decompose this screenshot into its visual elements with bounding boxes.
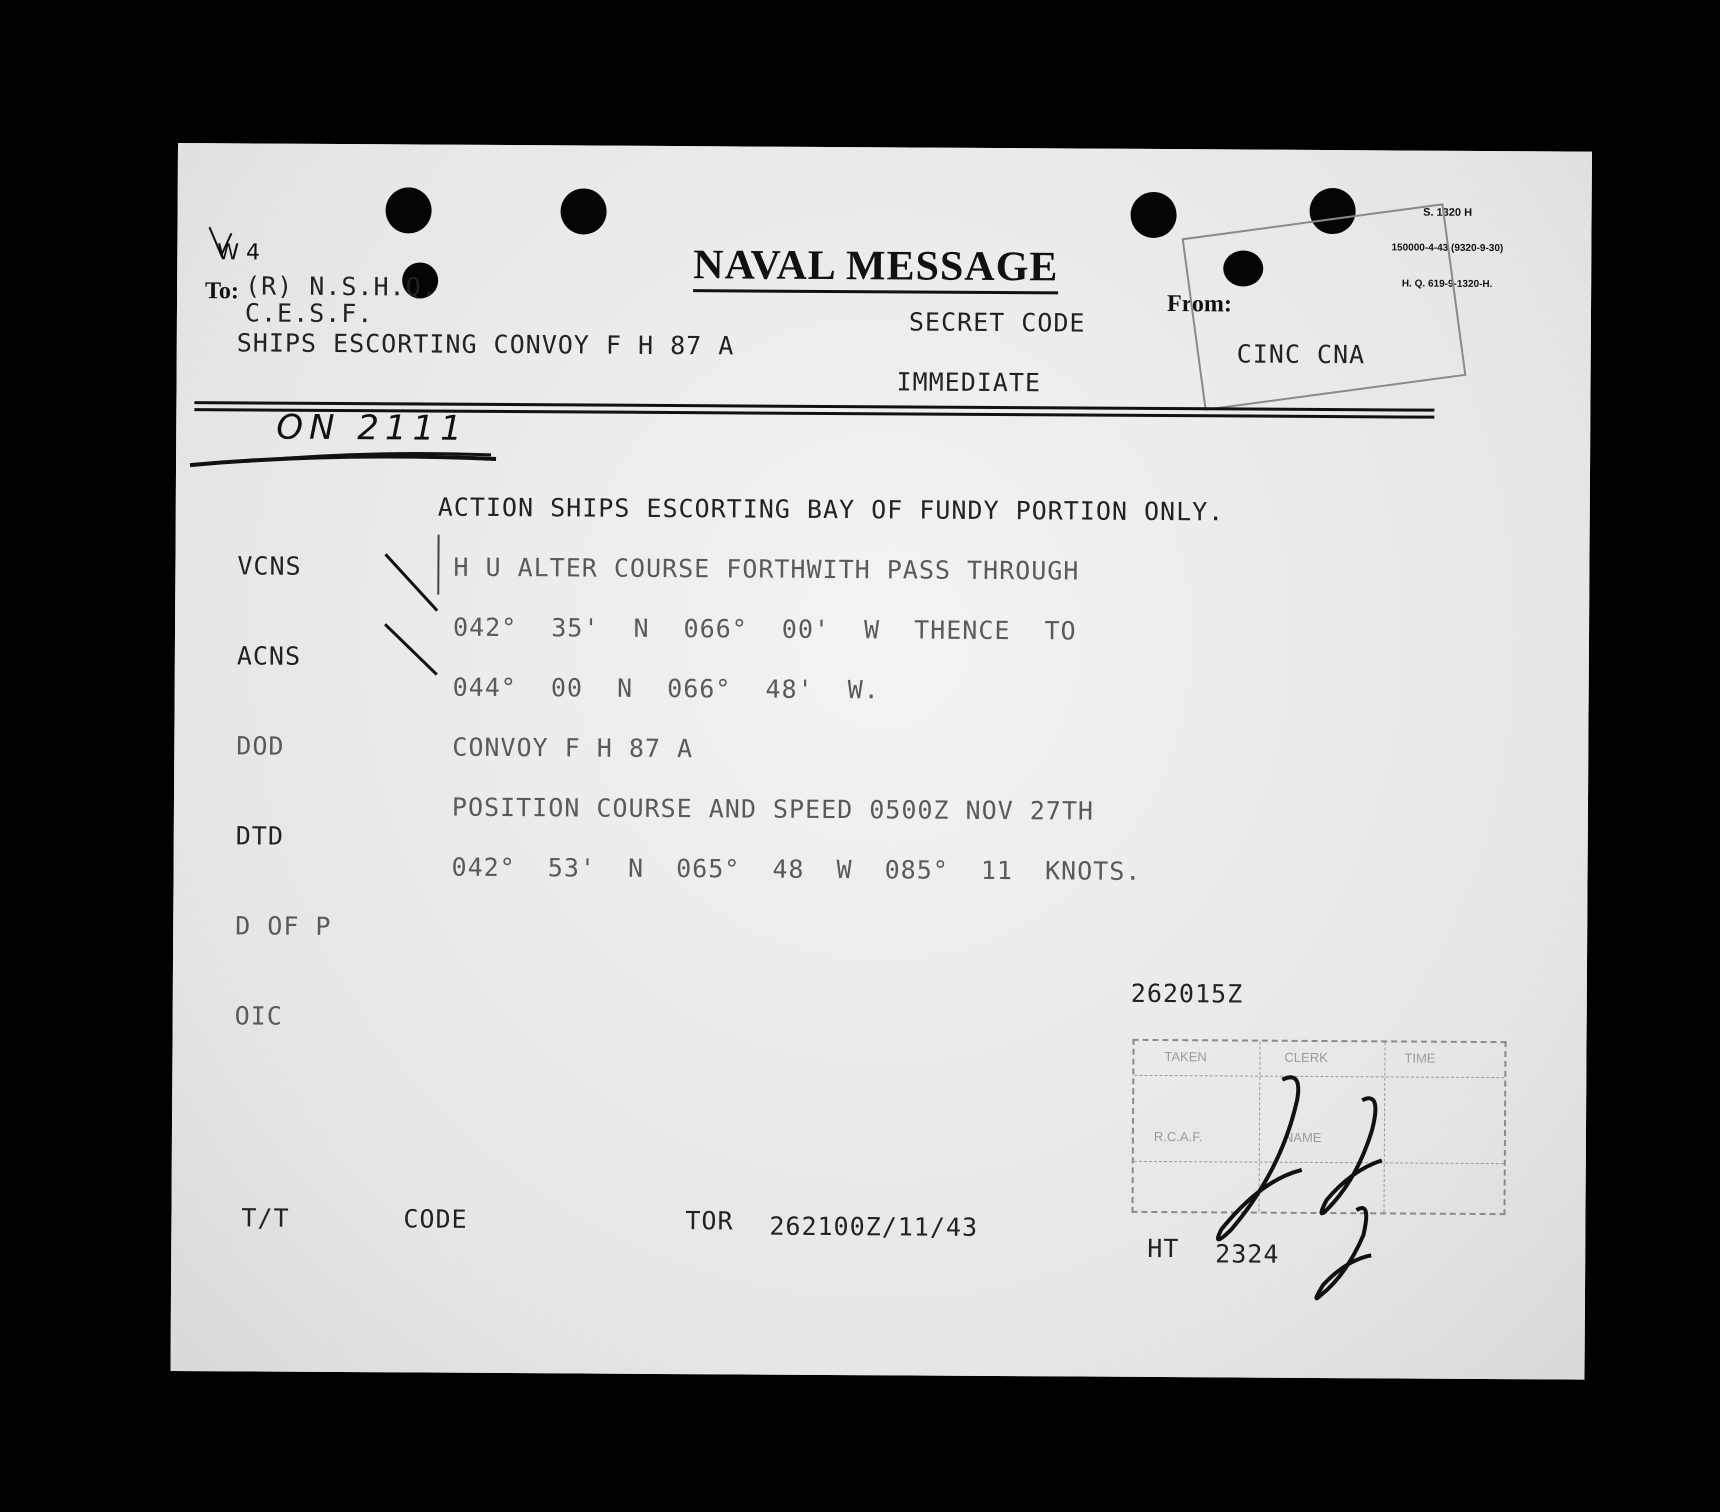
distribution-item: DOD	[236, 731, 285, 761]
from-value: CINC CNA	[1236, 339, 1366, 370]
to-line-1: (R) N.S.H.Q.	[245, 271, 438, 302]
code-label: CODE	[403, 1204, 468, 1234]
punch-hole-1	[385, 187, 431, 233]
distribution-item: DTD	[235, 821, 285, 851]
distribution-item: VCNS	[237, 551, 302, 581]
date-time-group: 262015Z	[1130, 978, 1244, 1009]
tor-label: TOR	[685, 1206, 734, 1236]
body-line-7: 042° 53' N 065° 48 W 085° 11 KNOTS.	[451, 852, 1142, 886]
body-line-1: ACTION SHIPS ESCORTING BAY OF FUNDY PORTION ONLY.	[437, 492, 1225, 527]
stamp-col-1: TAKEN	[1164, 1049, 1207, 1065]
punch-hole-3	[1130, 192, 1176, 238]
punch-hole-2	[560, 188, 606, 234]
to-label: To:	[205, 278, 239, 305]
handwritten-initials	[1101, 1059, 1403, 1311]
handwritten-on: ON 2111	[276, 407, 468, 449]
distribution-list	[234, 491, 334, 1092]
to-line-3: SHIPS ESCORTING CONVOY F H 87 A	[236, 328, 735, 361]
distribution-item: D OF P	[235, 911, 332, 941]
form-number-line-2: 150000-4-43 (9320-9-30)	[1391, 242, 1504, 255]
body-line-4: 044° 00 N 066° 48' W.	[452, 672, 880, 705]
from-stamp-box	[1182, 203, 1467, 411]
ht-value: 2324	[1215, 1239, 1280, 1269]
to-line-2: C.E.S.F.	[244, 298, 374, 329]
message-form	[170, 143, 1591, 1380]
tor-value: 262100Z/11/43	[769, 1211, 979, 1242]
body-line-5: CONVOY F H 87 A	[452, 732, 694, 764]
handwritten-underline	[186, 443, 506, 475]
form-number-line-1: S. 1320 H	[1423, 206, 1473, 219]
hand-note: W 4	[217, 240, 261, 266]
hand-tick-mark	[207, 223, 267, 266]
stamp-col-2: CLERK	[1284, 1049, 1328, 1066]
stamp-r2c1: R.C.A.F.	[1153, 1128, 1203, 1145]
distribution-item: ACNS	[236, 641, 302, 671]
margin-mark	[437, 535, 439, 595]
tt-label: T/T	[241, 1203, 290, 1233]
body-line-3: 042° 35' N 066° 00' W THENCE TO	[452, 612, 1077, 646]
stamp-r2c2: NAME	[1283, 1129, 1322, 1146]
stamp-col-3: TIME	[1404, 1050, 1436, 1066]
from-label: From:	[1166, 291, 1232, 318]
priority: IMMEDIATE	[896, 367, 1042, 398]
body-line-2: H U ALTER COURSE FORTHWITH PASS THROUGH	[453, 552, 1080, 586]
ht-label: HT	[1147, 1233, 1180, 1264]
secret-code: SECRET CODE	[908, 307, 1086, 338]
form-number-line-3: H. Q. 619-9-1320-H.	[1401, 278, 1493, 291]
body-line-6: POSITION COURSE AND SPEED 0500Z NOV 27TH	[451, 792, 1095, 826]
page-title: NAVAL MESSAGE	[693, 241, 1058, 294]
distribution-item: OIC	[234, 1001, 283, 1031]
